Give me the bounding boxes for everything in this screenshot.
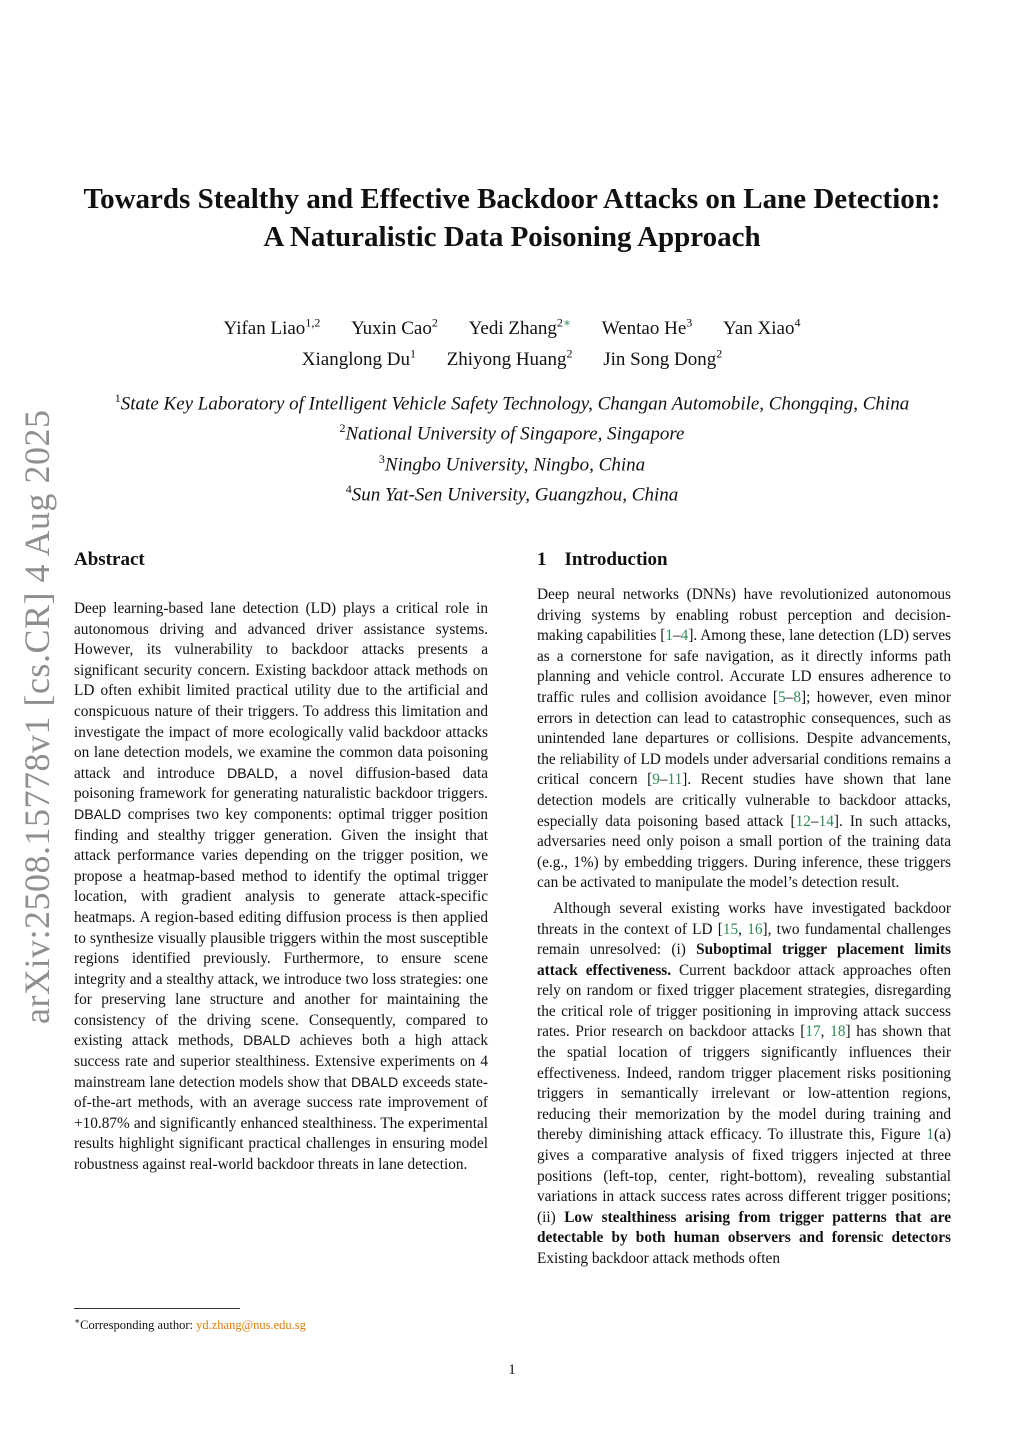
citation-link[interactable]: 9 [652,771,660,789]
email-link[interactable]: yd.zhang@nus.edu.sg [196,1318,306,1333]
intro-paragraph-2: Although several existing works have investigated backdoor threats in the context of LD [15, 16], two fundamental challenges remain unresolved: (i) Suboptimal trigger placement limits attack effectiveness. Current backdoor attack approaches often rely on random or fixed trigger placement strategies, disregarding the critical role of trigger positioning in improving attack success rates. Prior research on backdoor attacks [17, 18] has shown that the spatial location of triggers significantly influences their effectiveness. Indeed, random trigger placement risks positioning triggers in semantically irrelevant or low-attention regions, reducing their memorization by the model during training and thereby diminishing attack efficacy. To illustrate this, Figure 1(a) gives a comparative analysis of fixed triggers injected at three positions (left-top, center, right-bottom), revealing substantial variations in attack success rates across different trigger positions; (ii) Low stealthiness arising from trigger patterns that are detectable by both human observers and forensic detectors Existing backdoor attack methods often [537,899,951,1267]
section-heading-introduction: 1 Introduction [537,549,668,570]
citation-link[interactable]: 4 [680,627,689,645]
intro-paragraph-1: Deep neural networks (DNNs) have revolutionized autonomous driving systems by enabling robust perception and decision-making capabilities [1–4]. Among these, lane detection (LD) serves as a cornerstone for safe navigation, as it directly informs path planning and vehicle control. Accurate LD ensures adherence to traffic rules and collision avoidance [5–8]; however, even minor errors in detection can lead to catastrophic consequences, such as unintended lane departures or collisions. Despite advancements, the reliability of LD models under adversarial conditions remains a critical concern [9–11]. Recent studies have shown that lane detection models are critically vulnerable to backdoor attacks, especially data poisoning based attack [12–14]. In such attacks, adversaries need only poison a small portion of the training data (e.g., 1%) by embedding triggers. During inference, these triggers can be activated to manipulate the model’s detection result. [537,586,952,892]
introduction-column [537,547,951,1270]
corresponding-author-mark[interactable]: ∗ [562,316,572,330]
citation-link[interactable]: 11 [667,771,683,789]
affiliation: $^3$Ningbo University, Ningbo, China [378,451,646,475]
figure-reference-link[interactable]: 1 [926,1126,935,1144]
affiliation-list [40,386,984,507]
abstract-heading: Abstract [74,549,145,570]
author: Yedi Zhang$^{2∗}$ [468,316,572,340]
citation-link[interactable]: 14 [818,812,834,830]
author-list [60,311,964,372]
author: Jin Song Dong$^2$ [603,346,723,370]
author: Yifan Liao$^{1,2}$ [223,316,321,340]
citation-link[interactable]: 17 [805,1023,821,1041]
citation-link[interactable]: 18 [830,1023,846,1041]
footnote-divider [74,1308,240,1309]
citation-link[interactable]: 15 [722,920,739,938]
abstract-column [74,547,488,1176]
arxiv-identifier[interactable]: arXiv:2508.15778v1 [cs.CR] 4 Aug 2025 [17,409,57,1024]
author-row-1 [60,311,964,341]
affiliation: $^2$National University of Singapore, Singapore [339,421,685,445]
affiliation: $^4$Sun Yat-Sen University, Guangzhou, China [345,481,679,506]
citation-link[interactable]: 12 [795,812,811,830]
affiliation: $^1$State Key Laboratory of Intelligent Vehicle Safety Technology, Changan Automobile, Chongqing, China [114,391,910,415]
citation-link[interactable]: 8 [793,688,801,706]
author: Zhiyong Huang$^2$ [446,346,573,370]
corresponding-author-footnote: ∗Corresponding author: yd.zhang@nus.edu.sg [74,1316,306,1333]
author: Yuxin Cao$^2$ [351,316,438,340]
abstract-text: Deep learning-based lane detection (LD) plays a critical role in autonomous driving and advanced driver assistance systems. However, its vulnerability to backdoor attacks presents a significant security concern. Existing backdoor attack methods on LD often exhibit limited practical utility due to the artificial and conspicuous nature of their triggers. To address this limitation and investigate the impact of more ecologically valid backdoor attacks on lane detection models, we examine the common data poisoning attack and introduce DBALD, a novel diffusion-based data poisoning framework for generating naturalistic backdoor triggers. DBALD comprises two key components: optimal trigger position finding and stealthy trigger generation. Given the insight that attack performance varies depending on the trigger position, we propose a heatmap-based method to identify the optimal trigger location, with gradient analysis to generate attack-specific heatmaps. A region-based editing diffusion process is then applied to synthesize visually plausible triggers within the most susceptible regions identified previously. Furthermore, to ensure scene integrity and a stealthy attack, we introduce two loss strategies: one for preserving lane structure and another for maintaining the consistency of the driving scene. Consequently, compared to existing attack methods, DBALD achieves both a high attack success rate and superior stealthiness. Extensive experiments on 4 mainstream lane detection models show that DBALD exceeds state-of-the-art methods, with an average success rate improvement of +10.87% and significantly enhanced stealthiness. The experimental results highlight significant practical challenges in ensuring model robustness against real-world backdoor threats in lane detection. [74,600,488,1174]
citation-link[interactable]: 5 [778,688,786,706]
title-line-1: Towards Stealthy and Effective Backdoor Attacks on Lane Detection: [83,183,941,215]
author: Wentao He$^3$ [601,316,693,340]
page-number: 1 [508,1362,516,1378]
paper-title [60,180,964,256]
citation-link[interactable]: 1 [665,627,673,645]
title-line-2: A Naturalistic Data Poisoning Approach [263,221,761,253]
author: Xianglong Du$^1$ [301,346,416,370]
author-row-2 [60,341,964,371]
author: Yan Xiao$^4$ [723,316,801,340]
citation-link[interactable]: 16 [747,920,763,938]
